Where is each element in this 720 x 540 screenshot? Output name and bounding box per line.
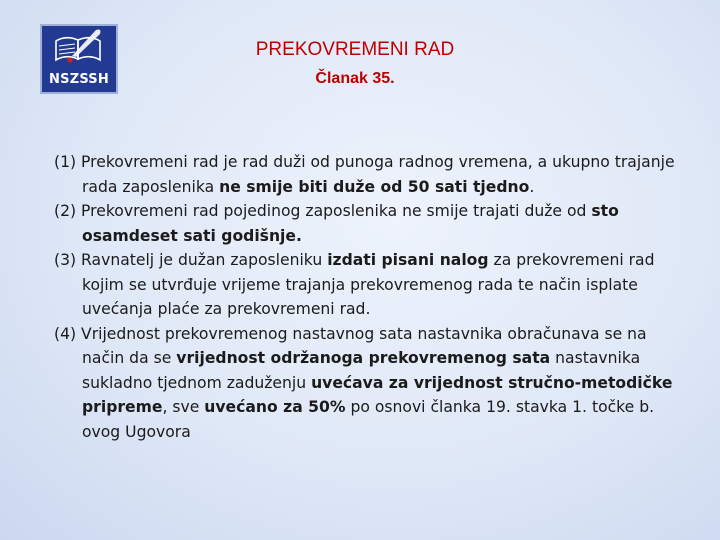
paragraph-emphasis: uvećava za vrijednost stručno-metodičke pripreme — [82, 373, 673, 416]
paragraph-text: po osnovi članka 19. stavka 1. točke b. ovog Ugovora — [82, 398, 655, 441]
logo — [40, 24, 118, 94]
page-title: PREKOVREMENI RAD — [255, 39, 455, 60]
paragraph-1 — [54, 150, 684, 199]
article-body — [54, 150, 684, 444]
paragraph-emphasis: uvećano za 50% — [204, 398, 346, 416]
paragraph-text: (4) Vrijednost prekovremenog nastavnog sata nastavnika obračunava se na način da se — [54, 324, 647, 367]
paragraph-text: (1) Prekovremeni rad je rad duži od punoga radnog vremena, a ukupno trajanje rada zaposlenika — [54, 153, 675, 196]
paragraph-emphasis: izdati pisani nalog — [327, 251, 489, 269]
paragraph-3 — [54, 248, 684, 322]
paragraph-text: . — [529, 177, 535, 196]
paragraph-text: , sve — [162, 398, 205, 416]
paragraph-emphasis: vrijednost održanoga prekovremenog sata — [176, 349, 551, 367]
paragraph-emphasis: ne smije biti duže od 50 sati tjedno — [219, 177, 530, 196]
paragraph-text: za prekovremeni rad kojim se utvrđuje vrijeme trajanja prekovremenog rada te način isplate uvećanja plaće za prekovremeni rad. — [82, 251, 655, 318]
paragraph-2 — [54, 199, 684, 248]
paragraph-text: (2) Prekovremeni rad pojedinog zaposlenika ne smije trajati duže od — [54, 202, 592, 220]
quill-book-icon — [42, 26, 116, 72]
paragraph-text: (3) Ravnatelj je dužan zaposleniku — [54, 251, 328, 269]
logo-text: NSZSSH — [49, 72, 109, 87]
paragraph-emphasis: sto osamdeset sati godišnje. — [82, 202, 619, 245]
page-subtitle: Članak 35. — [315, 70, 395, 87]
paragraph-text: nastavnika sukladno tjednom zaduženju — [82, 349, 641, 392]
paragraph-4 — [54, 322, 684, 445]
